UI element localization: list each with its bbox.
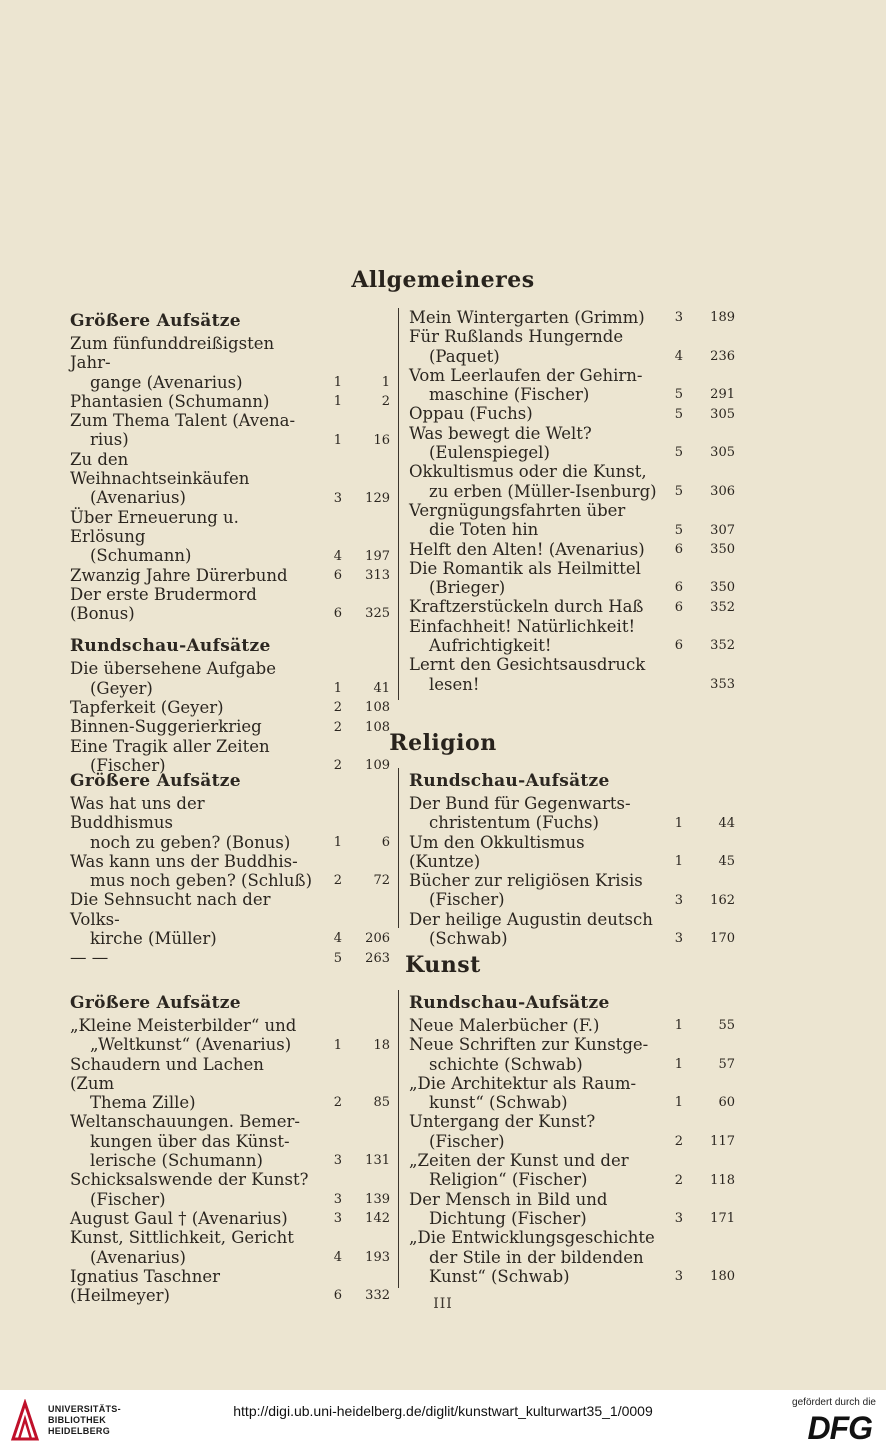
entry-volume: 3: [674, 892, 683, 908]
toc-entry: [70, 450, 390, 508]
entry-title-line: Tapferkeit (Geyer): [70, 698, 224, 718]
entry-title-line: Zum Thema Talent (Avena-: [70, 411, 296, 431]
entry-title: [409, 404, 735, 423]
entry-title: [70, 794, 390, 852]
entry-page: 57: [718, 1056, 735, 1072]
entry-volume: 2: [674, 1134, 683, 1150]
entry-title: [70, 1016, 390, 1055]
entry-volume: 6: [333, 606, 342, 622]
toc-entry: [70, 1170, 390, 1209]
toc-entry: [409, 910, 735, 949]
library-name: UNIVERSITÄTS- BIBLIOTHEK HEIDELBERG: [48, 1404, 121, 1436]
subsection-heading: Rundschau-Aufsätze: [70, 636, 271, 657]
entry-volume: 5: [674, 483, 683, 499]
entry-volume: 3: [674, 1269, 683, 1285]
entry-volume: 5: [674, 522, 683, 538]
entry-title-line: „Die Architektur als Raum-: [409, 1073, 637, 1093]
entry-title-line: rius): [90, 430, 129, 450]
entry-page: 305: [710, 406, 735, 422]
entry-title-line: (Brieger): [429, 578, 506, 598]
entry-page: 55: [718, 1018, 735, 1034]
entry-title: [409, 366, 735, 405]
entry-volume: 2: [674, 1172, 683, 1188]
entry-title-line: Die Sehnsucht nach der Volks-: [70, 890, 271, 929]
entry-title: [70, 392, 390, 411]
entry-volume: 3: [674, 310, 683, 326]
toc-entry: [70, 585, 390, 624]
entry-title-line: Ignatius Taschner (Heilmeyer): [70, 1266, 220, 1306]
dfg-logo: DFG: [807, 1410, 872, 1446]
entry-title: [409, 833, 735, 872]
entry-title-line: schichte (Schwab): [429, 1054, 583, 1074]
entry-volume: 6: [333, 1288, 342, 1304]
entry-title-line: Vom Leerlaufen der Gehirn-: [409, 365, 643, 385]
entry-title-line: mus noch geben? (Schluß): [90, 871, 313, 891]
entry-page: 129: [365, 490, 390, 506]
toc-entry: [409, 462, 735, 501]
entry-volume: 4: [333, 931, 342, 947]
entry-page: 350: [710, 541, 735, 557]
entry-page: 118: [710, 1172, 735, 1188]
entry-page: 171: [710, 1211, 735, 1227]
toc-entry: [409, 308, 735, 327]
entry-title-line: Die übersehene Aufgabe: [70, 659, 276, 679]
toc-entry: [409, 1228, 735, 1286]
toc-entry: [70, 890, 390, 948]
entry-title: [409, 1016, 735, 1035]
entry-title-line: christentum (Fuchs): [429, 813, 599, 833]
entry-volume: 2: [333, 873, 342, 889]
toc-entry: [70, 1016, 390, 1055]
entry-title-line: Untergang der Kunst?: [409, 1112, 596, 1132]
entry-page: 350: [710, 580, 735, 596]
entry-page: 142: [365, 1211, 390, 1227]
entry-page: 45: [718, 854, 735, 870]
entry-title: [70, 450, 390, 508]
entry-title-line: Schaudern und Lachen (Zum: [70, 1054, 264, 1093]
page-url-link[interactable]: http://digi.ub.uni-heidelberg.de/diglit/kunstwart_kulturwart35_1/0009: [233, 1403, 653, 1419]
entry-page: 189: [710, 310, 735, 326]
section-title: Religion: [389, 730, 497, 756]
toc-entry: [409, 559, 735, 598]
entry-title: [70, 1228, 390, 1267]
toc-entry: [409, 424, 735, 463]
toc-entry: [70, 698, 390, 717]
toc-entry: [409, 540, 735, 559]
toc-entry: [70, 1055, 390, 1113]
entry-title: [409, 462, 735, 501]
entry-volume: 1: [674, 1018, 683, 1034]
entry-title: [70, 890, 390, 948]
entry-title-line: Mein Wintergarten (Grimm): [409, 308, 645, 327]
entry-title: [70, 334, 390, 392]
entry-volume: 2: [333, 719, 342, 735]
toc-entry: [409, 794, 735, 833]
toc-entry: [70, 411, 390, 450]
toc-entry: [70, 566, 390, 585]
entry-page: 170: [710, 931, 735, 947]
toc-entry: [409, 1112, 735, 1151]
entry-volume: 5: [333, 950, 342, 966]
toc-entry: [409, 1151, 735, 1190]
toc-entry: [409, 404, 735, 423]
entry-page: 325: [365, 606, 390, 622]
entry-volume: 4: [333, 1249, 342, 1265]
entry-title-line: (Schwab): [429, 929, 508, 949]
entry-title-line: (Schumann): [90, 546, 192, 566]
entry-title-line: Der Mensch in Bild und: [409, 1189, 608, 1209]
entry-title-line: Zwanzig Jahre Dürerbund: [70, 565, 288, 585]
toc-entry: [409, 1016, 735, 1035]
entry-title: [70, 585, 390, 624]
section-title: Allgemeineres: [351, 267, 535, 293]
entry-title: [409, 597, 735, 616]
page-number: III: [433, 1296, 453, 1312]
entry-title-line: gange (Avenarius): [90, 372, 243, 392]
entry-title-line: Neue Malerbücher (F.): [409, 1016, 600, 1035]
entry-title-line: Für Rußlands Hungernde: [409, 327, 624, 347]
entry-title-line: Religion“ (Fischer): [429, 1170, 588, 1190]
entry-title-line: Okkultismus oder die Kunst,: [409, 462, 647, 482]
entry-title: [409, 910, 735, 949]
entry-volume: 1: [674, 815, 683, 831]
entry-title: [409, 1151, 735, 1190]
entry-title: [409, 871, 735, 910]
toc-entry: [70, 1209, 390, 1228]
entry-title-line: der Stile in der bildenden: [429, 1247, 644, 1267]
entry-title-line: lesen!: [429, 674, 480, 694]
entry-volume: 3: [333, 490, 342, 506]
entry-volume: 6: [674, 638, 683, 654]
entry-volume: 1: [333, 1037, 342, 1053]
entry-title-line: (Avenarius): [90, 1247, 186, 1267]
entry-page: 305: [710, 445, 735, 461]
viewer-footer: [0, 1390, 886, 1453]
toc-entry: [70, 794, 390, 852]
entry-title-line: Der heilige Augustin deutsch: [409, 909, 653, 929]
entry-title: [70, 698, 390, 717]
entry-page: 162: [710, 892, 735, 908]
toc-entry: [70, 852, 390, 891]
entry-page: 72: [373, 873, 390, 889]
entry-page: 16: [373, 432, 390, 448]
entry-volume: 2: [333, 700, 342, 716]
subsection-heading: Rundschau-Aufsätze: [409, 993, 610, 1013]
toc-entry: [409, 1035, 735, 1074]
subsection-heading: Größere Aufsätze: [70, 771, 241, 791]
toc-entry: [70, 334, 390, 392]
entry-volume: 3: [333, 1153, 342, 1169]
entry-title-line: Der Bund für Gegenwarts-: [409, 794, 631, 813]
entry-volume: 2: [333, 758, 342, 774]
entry-title-line: Über Erneuerung u. Erlösung: [70, 507, 239, 546]
entry-title: [409, 559, 735, 598]
entry-page: 18: [373, 1037, 390, 1053]
entry-title-line: Thema Zille): [90, 1093, 196, 1113]
entry-title: [409, 501, 735, 540]
entry-volume: 6: [674, 541, 683, 557]
entry-volume: 3: [674, 931, 683, 947]
entry-title-line: Zum fünfunddreißigsten Jahr-: [70, 334, 275, 373]
toc-entry: [409, 1190, 735, 1229]
entry-page: 206: [365, 931, 390, 947]
column-right: [409, 768, 735, 948]
entry-volume: 6: [674, 599, 683, 615]
entry-title-line: kungen über das Künst-: [90, 1131, 290, 1151]
entry-title: [409, 794, 735, 833]
toc-entry: [409, 833, 735, 872]
entry-title-line: Phantasien (Schumann): [70, 391, 270, 411]
entry-volume: 3: [333, 1191, 342, 1207]
column-right: [409, 308, 735, 694]
entry-page: 307: [710, 522, 735, 538]
column-left: [70, 768, 390, 968]
section-title: Kunst: [405, 952, 481, 978]
entry-page: 197: [365, 548, 390, 564]
entry-title: [409, 617, 735, 656]
entry-title-line: Weltanschauungen. Bemer-: [70, 1112, 301, 1132]
entry-volume: 4: [674, 348, 683, 364]
entry-page: 1: [381, 374, 390, 390]
entry-page: 332: [365, 1288, 390, 1304]
entry-title-line: Die Romantik als Heilmittel: [409, 558, 641, 578]
entry-page: 131: [365, 1153, 390, 1169]
column-left: [70, 308, 390, 775]
toc-entry: [409, 1074, 735, 1113]
entry-title-line: Dichtung (Fischer): [429, 1208, 587, 1228]
entry-title-line: Was hat uns der Buddhismus: [70, 794, 205, 833]
entry-title: [70, 411, 390, 450]
entry-title-line: Binnen-Suggerierkrieg: [70, 717, 262, 737]
toc-entry: [70, 659, 390, 698]
entry-page: 263: [365, 950, 390, 966]
entry-title-line: Kunst“ (Schwab): [429, 1266, 570, 1286]
entry-title-line: Vergnügungsfahrten über: [409, 500, 626, 520]
entry-page: 180: [710, 1269, 735, 1285]
entry-volume: 1: [333, 374, 342, 390]
entry-title-line: Einfachheit! Natürlichkeit!: [409, 616, 636, 636]
entry-title-line: (Fischer): [90, 1189, 166, 1209]
entry-page: 291: [710, 387, 735, 403]
entry-title-line: Kunst, Sittlichkeit, Gericht: [70, 1228, 294, 1248]
toc-entry: [409, 597, 735, 616]
entry-title-line: Oppau (Fuchs): [409, 404, 533, 424]
entry-volume: 3: [674, 1211, 683, 1227]
entry-title: [409, 424, 735, 463]
toc-entry: [409, 366, 735, 405]
entry-page: 306: [710, 483, 735, 499]
entry-title-line: Was bewegt die Welt?: [409, 423, 592, 443]
entry-title-line: „Kleine Meisterbilder“ und: [70, 1016, 297, 1035]
entry-title-line: (Geyer): [90, 678, 153, 698]
subsection-heading: Größere Aufsätze: [70, 993, 241, 1013]
entry-title-line: (Eulenspiegel): [429, 443, 550, 463]
entry-title: [409, 1190, 735, 1229]
entry-title: [70, 659, 390, 698]
entry-volume: 1: [674, 1056, 683, 1072]
column-right: [409, 990, 735, 1286]
column-left: [70, 990, 390, 1305]
entry-volume: 5: [674, 445, 683, 461]
entry-title-line: (Avenarius): [90, 488, 186, 508]
entry-title: [70, 566, 390, 585]
entry-page: 6: [381, 834, 390, 850]
entry-title-line: zu erben (Müller-Isenburg): [429, 481, 657, 501]
toc-entry: [70, 508, 390, 566]
entry-volume: 6: [333, 567, 342, 583]
toc-entry: [70, 1228, 390, 1267]
entry-title-line: Kraftzerstückeln durch Haß: [409, 597, 644, 617]
entry-page: 85: [373, 1095, 390, 1111]
entry-title-line: Aufrichtigkeit!: [429, 636, 552, 656]
entry-page: 117: [710, 1134, 735, 1150]
column-divider: [398, 990, 399, 1288]
entry-title: [409, 308, 735, 327]
entry-title-line: Bücher zur religiösen Krisis: [409, 871, 643, 891]
entry-page: 60: [718, 1095, 735, 1111]
funding-label: gefördert durch die: [792, 1397, 876, 1408]
entry-title-line: — —: [70, 948, 109, 968]
subsection-heading: Rundschau-Aufsätze: [409, 771, 610, 791]
entry-page: 352: [710, 599, 735, 615]
entry-volume: 1: [333, 394, 342, 410]
entry-volume: 4: [333, 548, 342, 564]
entry-title-line: Der erste Brudermord (Bonus): [70, 584, 257, 624]
entry-title-line: „Zeiten der Kunst und der: [409, 1151, 629, 1171]
toc-entry: [409, 871, 735, 910]
entry-title-line: Zu den Weihnachtseinkäufen: [70, 449, 250, 489]
entry-page: 352: [710, 638, 735, 654]
entry-title-line: August Gaul † (Avenarius): [70, 1208, 288, 1228]
entry-title-line: „Weltkunst“ (Avenarius): [90, 1035, 292, 1055]
entry-page: 193: [365, 1249, 390, 1265]
entry-title-line: (Fischer): [90, 755, 166, 775]
entry-page: 313: [365, 567, 390, 583]
entry-volume: 2: [333, 1095, 342, 1111]
entry-page: 236: [710, 348, 735, 364]
subsection-heading: Größere Aufsätze: [70, 311, 241, 331]
entry-title-line: Eine Tragik aller Zeiten: [70, 736, 270, 756]
entry-title-line: Lernt den Gesichtsausdruck: [409, 655, 646, 675]
entry-title: [409, 540, 735, 559]
entry-volume: 5: [674, 387, 683, 403]
entry-title: [70, 1209, 390, 1228]
entry-volume: 1: [333, 681, 342, 697]
entry-page: 353: [710, 676, 735, 692]
entry-volume: 1: [333, 432, 342, 448]
entry-title: [70, 1055, 390, 1113]
entry-title-line: (Paquet): [429, 346, 500, 366]
entry-title-line: Neue Schriften zur Kunstge-: [409, 1035, 649, 1055]
entry-page: 139: [365, 1191, 390, 1207]
entry-title: [70, 1112, 390, 1170]
entry-title: [409, 1228, 735, 1286]
entry-title: [409, 1074, 735, 1113]
toc-entry: [409, 501, 735, 540]
entry-page: 2: [381, 394, 390, 410]
entry-page: 108: [365, 719, 390, 735]
entry-title: [409, 1112, 735, 1151]
entry-title-line: kunst“ (Schwab): [429, 1093, 568, 1113]
entry-page: 108: [365, 700, 390, 716]
entry-page: 109: [365, 758, 390, 774]
entry-title-line: (Fischer): [429, 1131, 505, 1151]
entry-title-line: Helft den Alten! (Avenarius): [409, 539, 645, 559]
toc-entry: [409, 327, 735, 366]
entry-title-line: (Fischer): [429, 890, 505, 910]
entry-title-line: lerische (Schumann): [90, 1151, 263, 1171]
toc-entry: [409, 655, 735, 694]
column-divider: [398, 308, 399, 700]
entry-title: [70, 1170, 390, 1209]
entry-title-line: „Die Entwicklungsgeschichte: [409, 1228, 655, 1248]
entry-page: 41: [373, 681, 390, 697]
entry-title-line: kirche (Müller): [90, 929, 217, 949]
entry-title-line: noch zu geben? (Bonus): [90, 832, 291, 852]
entry-title-line: die Toten hin: [429, 520, 539, 540]
entry-volume: 5: [674, 406, 683, 422]
column-divider: [398, 768, 399, 928]
toc-entry: [409, 617, 735, 656]
entry-volume: 1: [674, 1095, 683, 1111]
entry-volume: 1: [333, 834, 342, 850]
entry-title-line: Was kann uns der Buddhis-: [70, 851, 298, 871]
entry-title-line: maschine (Fischer): [429, 385, 590, 405]
entry-title-line: Schicksalswende der Kunst?: [70, 1170, 309, 1190]
entry-volume: 1: [674, 854, 683, 870]
entry-page: 44: [718, 815, 735, 831]
entry-title: [409, 1035, 735, 1074]
entry-volume: 6: [674, 580, 683, 596]
entry-title: [70, 508, 390, 566]
entry-title: [409, 655, 735, 694]
entry-title: [70, 852, 390, 891]
toc-entry: [70, 392, 390, 411]
entry-volume: 3: [333, 1211, 342, 1227]
entry-title-line: Um den Okkultismus (Kuntze): [409, 832, 585, 871]
toc-entry: [70, 1112, 390, 1170]
entry-title: [409, 327, 735, 366]
